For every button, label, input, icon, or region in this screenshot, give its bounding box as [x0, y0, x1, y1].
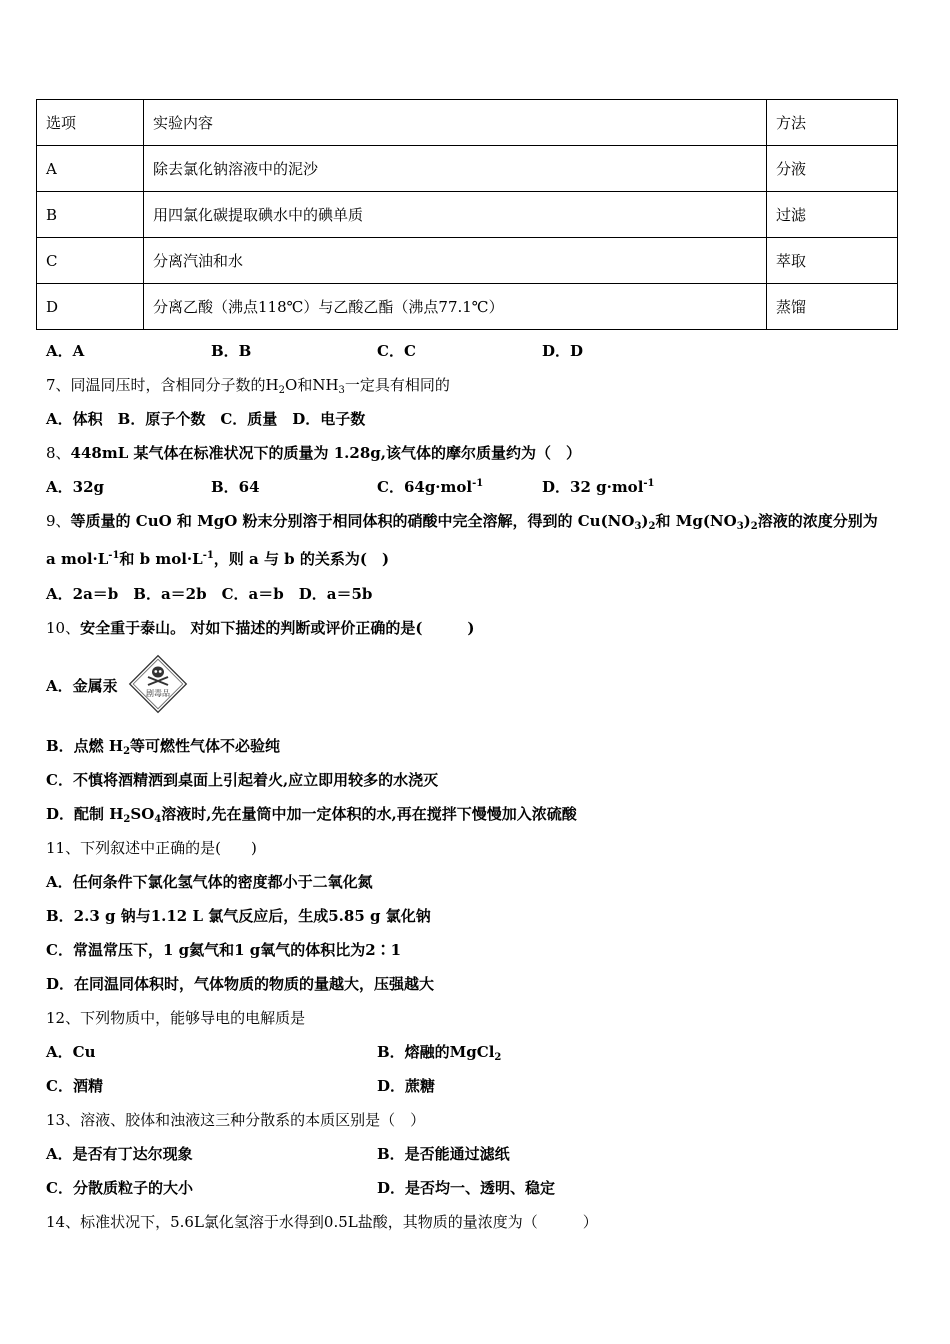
q10-stem: 10、安全重于泰山。 对如下描述的判断或评价正确的是( ) [46, 619, 475, 637]
option-a: A．32g [46, 478, 105, 496]
table-row [37, 192, 898, 238]
q14-stem: 14、标准状况下，5.6L氯化氢溶于水得到0.5L盐酸，其物质的量浓度为（ ） [46, 1213, 598, 1231]
table-cell: 萃取 [767, 238, 898, 284]
table-cell: 用四氯化碳提取碘水中的碘单质 [144, 192, 767, 238]
q9-stem: 9、等质量的 CuO 和 MgO 粉末分别溶于相同体积的硝酸中完全溶解，得到的 $Cu(NO_3)_2$和 $Mg(NO_3)_2$溶液的浓度分别为 [46, 512, 878, 532]
q7-options: A．体积 B．原子个数 C．质量 D．电子数 [46, 410, 366, 428]
q13-stem: 13、溶液、胶体和浊液这三种分散系的本质区别是（ ） [46, 1111, 426, 1129]
q10-option-d: D．配制 $H_2SO_4$溶液时,先在量筒中加一定体积的水,再在搅拌下慢慢加入浓硫酸 [46, 805, 577, 825]
table-row [37, 284, 898, 330]
table-cell: 分液 [767, 146, 898, 192]
table-header-cell: 选项 [37, 100, 144, 146]
q10-option-a: A．金属汞 [46, 677, 118, 695]
methods-table [36, 99, 898, 330]
option-a: A．Cu [46, 1043, 96, 1061]
q10-option-c: C．不慎将酒精洒到桌面上引起着火,应立即用较多的水浇灭 [46, 771, 439, 789]
q11-option-a: A．任何条件下氯化氢气体的密度都小于二氧化氮 [46, 873, 373, 891]
q10-option-b: B．点燃 $H_2$等可燃性气体不必验纯 [46, 737, 281, 757]
option-a: A．是否有丁达尔现象 [46, 1145, 193, 1163]
q9-stem-line2: a $mol\cdot L^{-1}$和 b $mol\cdot L^{-1}$，则 a 与 b 的关系为( ) [46, 550, 390, 568]
q13-options-row1 [46, 1142, 906, 1166]
hazard-label: 剧毒品 [146, 689, 170, 698]
table-cell: 分离乙酸（沸点118℃）与乙酸乙酯（沸点77.1℃） [144, 284, 767, 330]
option-b: B．熔融的MgCl$_2$ [377, 1043, 502, 1063]
q11-option-d: D．在同温同体积时，气体物质的物质的量越大，压强越大 [46, 975, 435, 993]
q12-options-row2 [46, 1074, 906, 1098]
q11-option-c: C．常温常压下，1 g氦气和1 g氧气的体积比为2∶1 [46, 941, 402, 959]
option-a: A．A [46, 342, 85, 360]
table-cell: B [37, 192, 144, 238]
table-cell: 蒸馏 [767, 284, 898, 330]
option-c: C．酒精 [46, 1077, 103, 1095]
option-b: B．是否能通过滤纸 [377, 1145, 510, 1163]
q8-stem: 8、448mL 某气体在标准状况下的质量为 1.28g,该气体的摩尔质量约为（ ） [46, 444, 581, 462]
table-header-cell: 实验内容 [144, 100, 767, 146]
table-header-row [37, 100, 898, 146]
q8-options [46, 475, 906, 499]
q11-stem: 11、下列叙述中正确的是( ) [46, 839, 257, 857]
option-d: D．D [542, 342, 584, 360]
q12-stem: 12、下列物质中，能够导电的电解质是 [46, 1009, 306, 1027]
q13-options-row2 [46, 1176, 906, 1200]
q12-options-row1 [46, 1040, 906, 1064]
table-cell: A [37, 146, 144, 192]
option-c: C．64g·mol$^{-1}$ [377, 478, 484, 496]
option-b: B．64 [211, 478, 260, 496]
q11-option-b: B．2.3 g 钠与1.12 L 氯气反应后，生成5.85 g 氯化钠 [46, 907, 431, 925]
table-row [37, 146, 898, 192]
option-d: D．32 g·mol$^{-1}$ [542, 478, 655, 496]
toxic-hazard-icon [126, 652, 190, 716]
table-cell: C [37, 238, 144, 284]
table-header-cell: 方法 [767, 100, 898, 146]
table-cell: 除去氯化钠溶液中的泥沙 [144, 146, 767, 192]
q6-options [46, 339, 906, 363]
table-row [37, 238, 898, 284]
table-cell: 过滤 [767, 192, 898, 238]
q7-stem: 7、同温同压时，含相同分子数的$H_2O$和$NH_3$一定具有相同的 [46, 376, 450, 396]
q9-options: A．2a＝b B．a＝2b C．a＝b D．a＝5b [46, 585, 373, 603]
table-cell: 分离汽油和水 [144, 238, 767, 284]
option-c: C．C [377, 342, 416, 360]
table-cell: D [37, 284, 144, 330]
option-c: C．分散质粒子的大小 [46, 1179, 193, 1197]
option-d: D．是否均一、透明、稳定 [377, 1179, 556, 1197]
skull-shape [152, 667, 164, 678]
option-b: B．B [211, 342, 252, 360]
option-d: D．蔗糖 [377, 1077, 436, 1095]
